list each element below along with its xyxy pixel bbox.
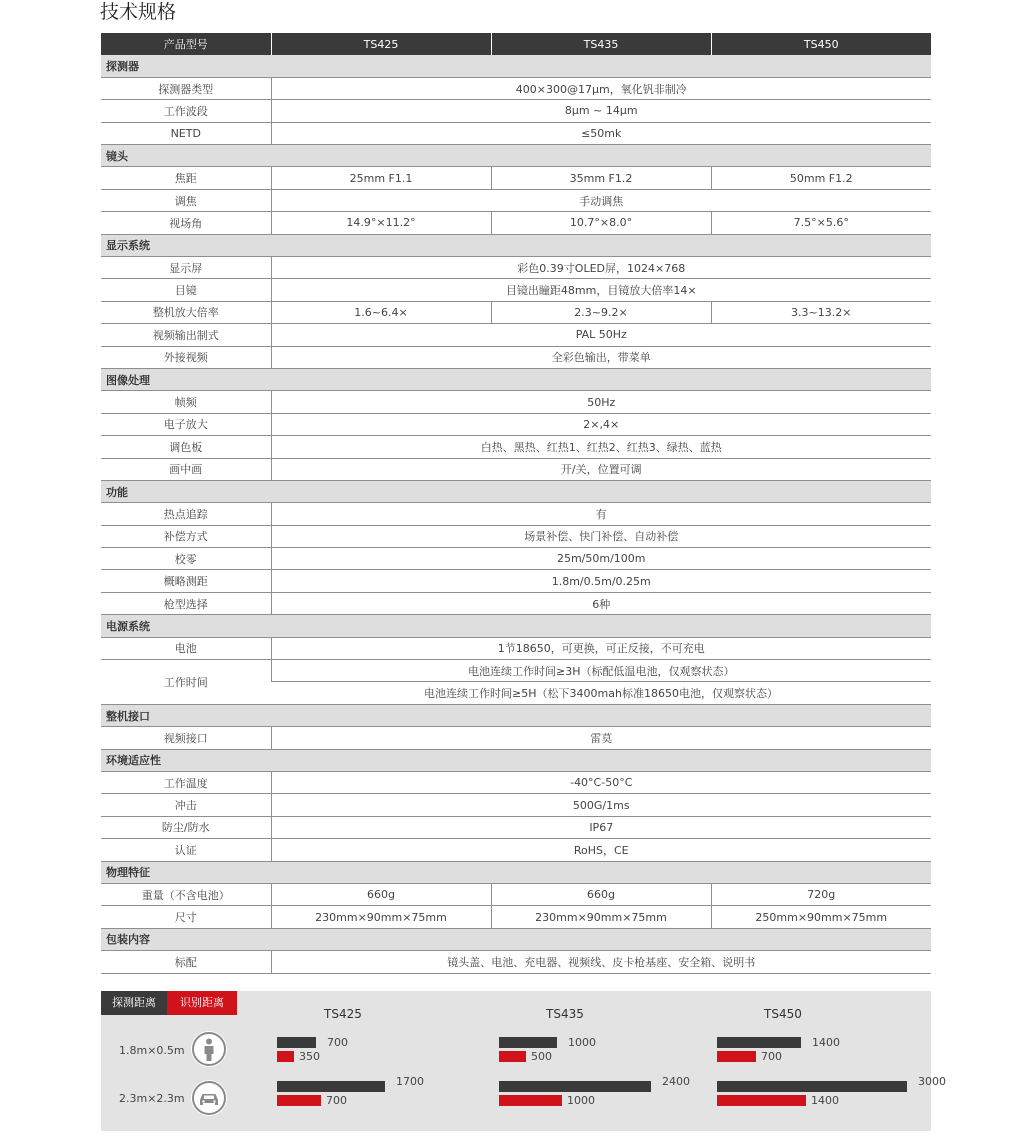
detect-range-bar <box>717 1081 907 1092</box>
spec-value: 720g <box>711 883 931 905</box>
spec-row <box>101 77 931 99</box>
detect-range-value: 1000 <box>568 1036 596 1049</box>
spec-row <box>101 436 931 458</box>
person-icon <box>191 1031 227 1067</box>
spec-value: 目镜出瞳距48mm，目镜放大倍率14× <box>271 279 931 301</box>
spec-row <box>101 839 931 861</box>
detect-range-bar <box>717 1037 801 1048</box>
spec-row <box>101 816 931 838</box>
spec-value: 白热、黑热、红热1、红热2、红热3、绿热、蓝热 <box>271 436 931 458</box>
identify-range-bar <box>499 1095 562 1106</box>
detect-range-bar <box>499 1037 557 1048</box>
section-row <box>101 749 931 771</box>
header-ts425: TS425 <box>271 33 491 55</box>
identify-range-value: 500 <box>531 1050 552 1063</box>
header-model-label: 产品型号 <box>101 33 271 55</box>
spec-label: 重量（不含电池） <box>101 883 271 905</box>
spec-row <box>101 167 931 189</box>
spec-row <box>101 772 931 794</box>
header-ts450: TS450 <box>711 33 931 55</box>
spec-value: 230mm×90mm×75mm <box>271 906 491 928</box>
spec-value: 1.6~6.4× <box>271 301 491 323</box>
spec-value: 500G/1ms <box>271 794 931 816</box>
spec-row <box>101 279 931 301</box>
spec-label: 尺寸 <box>101 906 271 928</box>
detect-range-value: 700 <box>327 1036 348 1049</box>
spec-row <box>101 548 931 570</box>
spec-value: 1.8m/0.5m/0.25m <box>271 570 931 592</box>
spec-value: 全彩色输出，带菜单 <box>271 346 931 368</box>
section-row <box>101 368 931 390</box>
section-title: 环境适应性 <box>101 749 931 771</box>
model-heading: TS450 <box>764 1007 802 1021</box>
spec-label: 标配 <box>101 951 271 973</box>
section-title: 物理特征 <box>101 861 931 883</box>
spec-row <box>101 189 931 211</box>
spec-value: PAL 50Hz <box>271 324 931 346</box>
tab-identify-range[interactable]: 识别距离 <box>167 991 237 1015</box>
spec-label: 补偿方式 <box>101 525 271 547</box>
identify-range-bar <box>277 1051 294 1062</box>
spec-value: 1节18650，可更换，可正反接，不可充电 <box>271 637 931 659</box>
spec-label: 校零 <box>101 548 271 570</box>
spec-row <box>101 794 931 816</box>
spec-value: 25m/50m/100m <box>271 548 931 570</box>
spec-label: 整机放大倍率 <box>101 301 271 323</box>
spec-value: IP67 <box>271 816 931 838</box>
spec-label: 焦距 <box>101 167 271 189</box>
spec-value: 14.9°×11.2° <box>271 212 491 234</box>
detect-range-bar <box>277 1081 385 1092</box>
spec-row <box>101 413 931 435</box>
identify-range-bar <box>277 1095 321 1106</box>
section-title: 显示系统 <box>101 234 931 256</box>
tab-detect-range[interactable]: 探测距离 <box>101 991 167 1015</box>
spec-row <box>101 257 931 279</box>
spec-label: 目镜 <box>101 279 271 301</box>
spec-row <box>101 906 931 928</box>
car-icon <box>191 1080 227 1116</box>
section-title: 功能 <box>101 480 931 502</box>
spec-row <box>101 458 931 480</box>
spec-label: 调色板 <box>101 436 271 458</box>
spec-row <box>101 391 931 413</box>
section-row <box>101 145 931 167</box>
spec-value: -40°C-50°C <box>271 772 931 794</box>
detect-range-bar <box>277 1037 316 1048</box>
spec-row <box>101 346 931 368</box>
spec-row <box>101 592 931 614</box>
section-title: 镜头 <box>101 145 931 167</box>
spec-row <box>101 951 931 973</box>
spec-label: 热点追踪 <box>101 503 271 525</box>
spec-label: 调焦 <box>101 189 271 211</box>
identify-range-bar <box>717 1051 756 1062</box>
header-ts435: TS435 <box>491 33 711 55</box>
spec-label: 探测器类型 <box>101 77 271 99</box>
identify-range-bar <box>499 1051 526 1062</box>
spec-value: 35mm F1.2 <box>491 167 711 189</box>
section-row <box>101 480 931 502</box>
spec-row <box>101 100 931 122</box>
spec-value: 3.3~13.2× <box>711 301 931 323</box>
detect-range-value: 3000 <box>918 1075 946 1088</box>
spec-value: 有 <box>271 503 931 525</box>
spec-value: 10.7°×8.0° <box>491 212 711 234</box>
spec-label: 视场角 <box>101 212 271 234</box>
detect-range-value: 2400 <box>662 1075 690 1088</box>
spec-row <box>101 883 931 905</box>
spec-table <box>101 33 931 974</box>
section-title: 包装内容 <box>101 928 931 950</box>
spec-value: 开/关，位置可调 <box>271 458 931 480</box>
model-heading: TS435 <box>546 1007 584 1021</box>
spec-row <box>101 503 931 525</box>
identify-range-value: 700 <box>326 1094 347 1107</box>
section-row <box>101 615 931 637</box>
spec-value: 2.3~9.2× <box>491 301 711 323</box>
spec-row <box>101 637 931 659</box>
spec-value: 50Hz <box>271 391 931 413</box>
spec-value: 8μm ~ 14μm <box>271 100 931 122</box>
identify-range-value: 1400 <box>811 1094 839 1107</box>
spec-label: 视频接口 <box>101 727 271 749</box>
spec-label: 工作波段 <box>101 100 271 122</box>
identify-range-value: 1000 <box>567 1094 595 1107</box>
spec-label: 帧频 <box>101 391 271 413</box>
spec-row <box>101 525 931 547</box>
spec-label: 画中画 <box>101 458 271 480</box>
spec-label: 电子放大 <box>101 413 271 435</box>
spec-label: 工作时间 <box>101 660 271 705</box>
section-row <box>101 704 931 726</box>
spec-value: 雷莫 <box>271 727 931 749</box>
detect-range-value: 1400 <box>812 1036 840 1049</box>
section-title: 整机接口 <box>101 704 931 726</box>
spec-label: 外接视频 <box>101 346 271 368</box>
section-row <box>101 234 931 256</box>
section-title: 探测器 <box>101 55 931 77</box>
spec-row <box>101 212 931 234</box>
spec-label: 概略测距 <box>101 570 271 592</box>
spec-value: 660g <box>271 883 491 905</box>
identify-range-value: 350 <box>299 1050 320 1063</box>
spec-row <box>101 660 931 682</box>
page-title: 技术规格 <box>100 1 177 23</box>
spec-value: 230mm×90mm×75mm <box>491 906 711 928</box>
spec-value: 彩色0.39寸OLED屏，1024×768 <box>271 257 931 279</box>
section-row <box>101 861 931 883</box>
spec-value: 400×300@17μm，氧化钒非制冷 <box>271 77 931 99</box>
spec-row <box>101 570 931 592</box>
spec-row <box>101 324 931 346</box>
spec-label: 电池 <box>101 637 271 659</box>
spec-value: 2×,4× <box>271 413 931 435</box>
spec-row <box>101 727 931 749</box>
spec-label: 枪型选择 <box>101 592 271 614</box>
spec-value: 7.5°×5.6° <box>711 212 931 234</box>
identify-range-value: 700 <box>761 1050 782 1063</box>
spec-value: 6种 <box>271 592 931 614</box>
section-row <box>101 55 931 77</box>
spec-row <box>101 301 931 323</box>
spec-value: RoHS，CE <box>271 839 931 861</box>
spec-value: 25mm F1.1 <box>271 167 491 189</box>
spec-label: 认证 <box>101 839 271 861</box>
spec-value: 电池连续工作时间≥3H（标配低温电池，仅观察状态） <box>271 660 931 682</box>
spec-label: 视频输出制式 <box>101 324 271 346</box>
spec-value: 660g <box>491 883 711 905</box>
spec-row <box>101 122 931 144</box>
spec-label: 冲击 <box>101 794 271 816</box>
spec-value: ≤50mk <box>271 122 931 144</box>
spec-label: 防尘/防水 <box>101 816 271 838</box>
spec-value: 电池连续工作时间≥5H（松下3400mah标准18650电池，仅观察状态） <box>271 682 931 704</box>
spec-label: NETD <box>101 122 271 144</box>
spec-table-header <box>101 33 931 55</box>
section-row <box>101 928 931 950</box>
model-heading: TS425 <box>324 1007 362 1021</box>
spec-value: 场景补偿、快门补偿、自动补偿 <box>271 525 931 547</box>
spec-value: 50mm F1.2 <box>711 167 931 189</box>
spec-value: 镜头盖、电池、充电器、视频线、皮卡枪基座、安全箱、说明书 <box>271 951 931 973</box>
detect-range-bar <box>499 1081 651 1092</box>
detect-range-value: 1700 <box>396 1075 424 1088</box>
identify-range-bar <box>717 1095 806 1106</box>
spec-value: 250mm×90mm×75mm <box>711 906 931 928</box>
section-title: 电源系统 <box>101 615 931 637</box>
target-label-car: 2.3m×2.3m <box>119 1092 185 1105</box>
spec-value: 手动调焦 <box>271 189 931 211</box>
spec-label: 显示屏 <box>101 257 271 279</box>
spec-label: 工作温度 <box>101 772 271 794</box>
target-label-person: 1.8m×0.5m <box>119 1044 185 1057</box>
range-panel <box>101 991 946 1131</box>
section-title: 图像处理 <box>101 368 931 390</box>
